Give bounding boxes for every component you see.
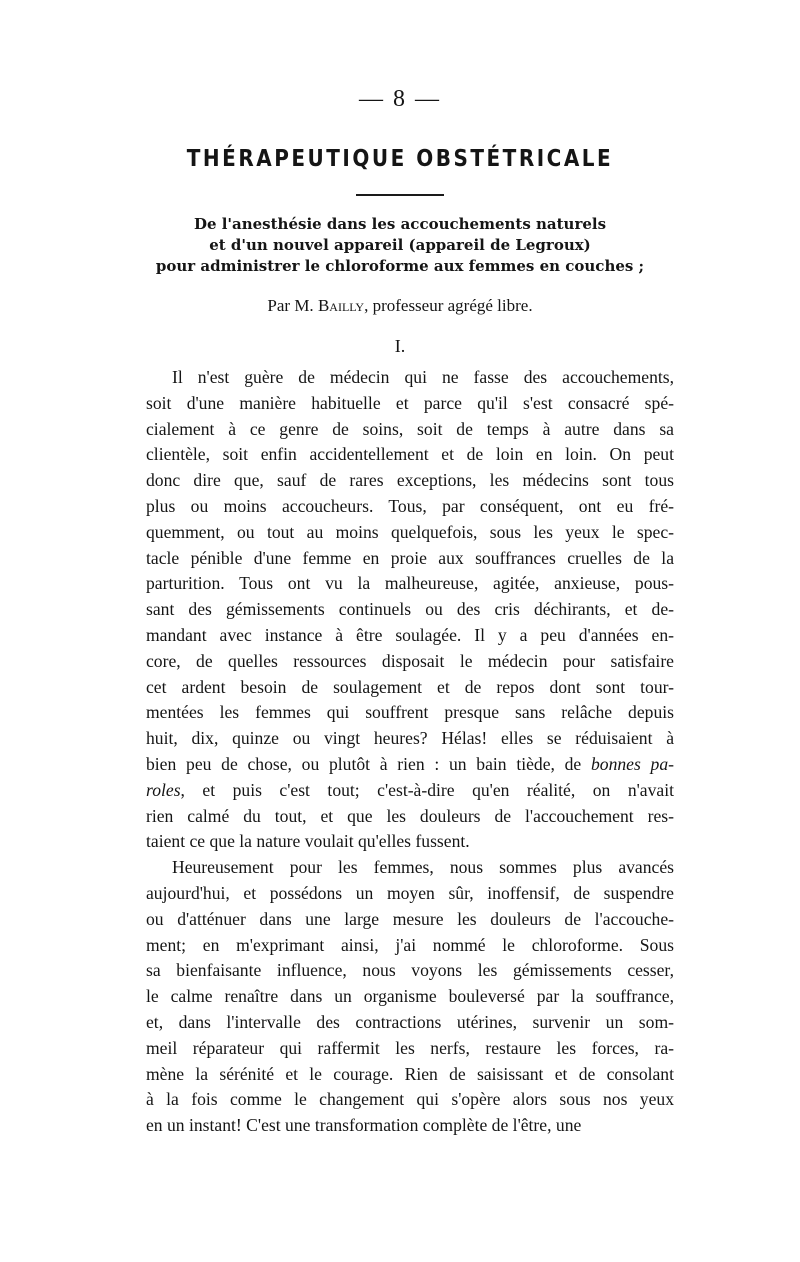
subtitle [0,214,800,277]
section-number: I. [394,336,406,356]
text-line: meil réparateur qui raffermit les nerfs, restaure les forces, ra- [146,1037,674,1058]
text-line: ou d'atténuer dans une large mesure les douleurs de l'accouche- [146,908,674,929]
text-line: plus ou moins accoucheurs. Tous, par conséquent, ont eu fré- [146,495,674,516]
paragraph [146,365,674,855]
subtitle-line: De l'anesthésie dans les accouchements naturels [193,215,607,233]
text-line: taient ce que la nature voulait qu'elles fussent. [146,831,470,852]
text-line: mène la sérénité et le courage. Rien de saisissant et de consolant [146,1063,674,1084]
text-line: soit d'une manière habituelle et parce qu'il s'est consacré spé- [146,392,674,413]
text-line: le calme renaître dans un organisme bouleversé par la souffrance, [146,986,674,1007]
page-number: — 8 — [359,86,441,112]
text-line: sant des gémissements continuels ou des cris déchirants, et de- [146,599,674,620]
text-line: bien peu de chose, ou plutôt à rien : un bain tiède, de bonnes pa- [146,753,674,774]
text-line: donc dire que, sauf de rares exceptions, les médecins sont tous [146,470,674,491]
text-line: ment; en m'exprimant ainsi, j'ai nommé le chloroforme. Sous [146,934,674,955]
text-line: huit, dix, quinze ou vingt heures? Hélas! elles se réduisaient à [146,728,674,749]
text-line: Heureusement pour les femmes, nous sommes plus avancés [172,857,674,878]
text-line: en un instant! C'est une transformation complète de l'être, une [146,1115,582,1136]
text-line: quemment, ou tout au moins quelquefois, sous les yeux le spec- [146,521,674,542]
text-line: cet ardent besoin de soulagement et de repos dont sont tour- [146,676,674,697]
author-title: professeur agrégé libre. [372,296,533,315]
text-line: Il n'est guère de médecin qui ne fasse des accouchements, [172,367,674,387]
text-line: tacle pénible d'une femme en proie aux souffrances cruelles de la [146,547,674,568]
subtitle-line: et d'un nouvel appareil (appareil de Legroux) [209,236,591,254]
author-line [0,296,800,316]
subtitle-line: pour administrer le chloroforme aux femmes en couches ; [155,257,645,275]
text-line: core, de quelles ressources disposait le médecin pour satisfaire [146,650,674,671]
paragraph [146,855,674,1139]
text-line: et, dans l'intervalle des contractions utérines, survenir un som- [146,1011,674,1032]
text-line: roles, et puis c'est tout; c'est-à-dire qu'en réalité, on n'avait [146,779,674,800]
text-line: rien calmé du tout, et que les douleurs de l'accouchement res- [146,805,674,826]
text-line: mentées les femmes qui souffrent presque sans relâche depuis [146,702,674,723]
text-line: mandant avec instance à être soulagée. Il y a peu d'années en- [146,624,674,645]
author-prefix: Par M. [267,296,314,315]
title-divider [356,194,444,196]
text-line: clientèle, soit enfin accidentellement et de loin en loin. On peut [146,444,674,465]
body-text [146,365,674,1139]
text-line: sa bienfaisante influence, nous voyons les gémissements cesser, [146,960,674,981]
page-title: THÉRAPEUTIQUE OBSTÉTRICALE [186,144,614,172]
text-line: parturition. Tous ont vu la malheureuse, agitée, anxieuse, pous- [146,573,674,594]
text-line: à la fois comme le changement qui s'opère alors sous nos yeux [146,1089,674,1110]
text-line: aujourd'hui, et possédons un moyen sûr, inoffensif, de suspendre [146,882,674,903]
author-name: Bailly, [317,296,369,315]
text-line: cialement à ce genre de soins, soit de temps à autre dans sa [146,418,674,439]
